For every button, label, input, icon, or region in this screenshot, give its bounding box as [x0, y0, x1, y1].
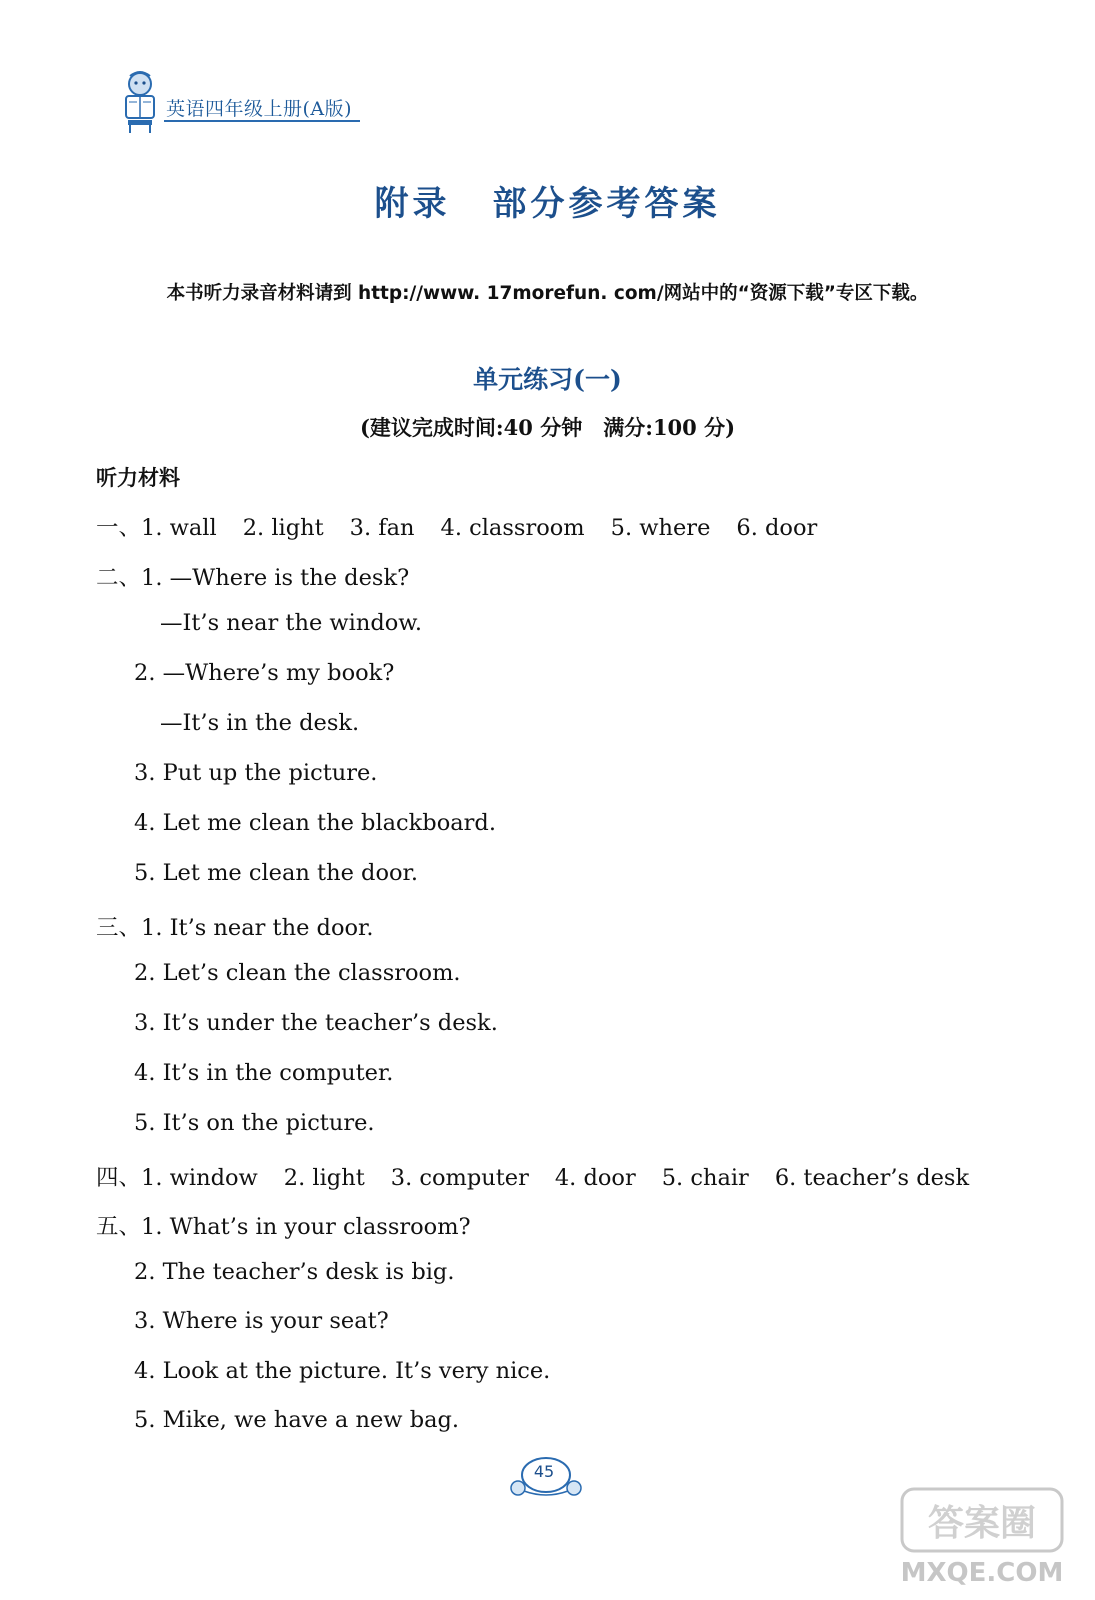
q3-line — [96, 910, 373, 940]
q4-item: 5. chair — [661, 1165, 749, 1191]
q1-line — [96, 510, 843, 540]
q1-item: 1. wall — [141, 515, 217, 541]
watermark-bottom: MXQE.COM — [900, 1558, 1064, 1588]
q2-line: 2. —Where’s my book? — [134, 660, 395, 686]
q2-line: 4. Let me clean the blackboard. — [134, 810, 496, 836]
q4-item: 2. light — [283, 1165, 365, 1191]
mascot-reading-icon — [118, 70, 162, 134]
header-underline — [164, 120, 360, 122]
page-title-right: 部分参考答案 — [492, 184, 721, 224]
q4-marker: 四、 — [96, 1165, 142, 1191]
q1-item: 3. fan — [349, 515, 415, 541]
page-title — [0, 176, 1095, 225]
watermark-logo-icon — [898, 1485, 1068, 1593]
q3-text: 1. It’s near the door. — [141, 915, 374, 941]
q5-text: 1. What’s in your classroom? — [141, 1214, 471, 1240]
q3-line: 3. It’s under the teacher’s desk. — [134, 1010, 498, 1036]
q2-line: 3. Put up the picture. — [134, 760, 378, 786]
page-title-left: 附录 — [374, 184, 451, 224]
q2-text: 1. —Where is the desk? — [141, 565, 410, 591]
book-title: 英语四年级上册(A版) — [166, 98, 353, 120]
q2-line: 5. Let me clean the door. — [134, 860, 418, 886]
q5-line: 3. Where is your seat? — [134, 1308, 389, 1334]
q5-line — [96, 1209, 471, 1239]
q5-line: 2. The teacher’s desk is big. — [134, 1259, 455, 1285]
q5-line: 5. Mike, we have a new bag. — [134, 1407, 460, 1433]
q1-marker: 一、 — [96, 515, 142, 541]
q4-item: 3. computer — [390, 1165, 529, 1191]
q4-item: 1. window — [141, 1165, 258, 1191]
q4-line — [96, 1160, 969, 1190]
q1-item: 5. where — [610, 515, 711, 541]
q1-item: 6. door — [736, 515, 818, 541]
q4-item: 4. door — [554, 1165, 636, 1191]
q2-marker: 二、 — [96, 565, 142, 591]
q2-line — [96, 560, 409, 590]
q1-item: 4. classroom — [440, 515, 585, 541]
q1-item: 2. light — [242, 515, 324, 541]
download-notice: 本书听力录音材料请到 http://www. 17morefun. com/网站中的“资源下载”专区下载。 — [166, 283, 929, 304]
book-header — [118, 70, 418, 140]
q3-marker: 三、 — [96, 915, 142, 941]
q3-line: 4. It’s in the computer. — [134, 1060, 394, 1086]
q5-marker: 五、 — [96, 1214, 142, 1240]
watermark-top: 答案圈 — [927, 1503, 1037, 1544]
q2-line: —It’s in the desk. — [160, 710, 360, 736]
q4-item: 6. teacher’s desk — [774, 1165, 970, 1191]
section-label: 听力材料 — [96, 466, 180, 490]
q5-line: 4. Look at the picture. It’s very nice. — [134, 1358, 551, 1384]
unit-title: 单元练习(一) — [473, 365, 622, 394]
q3-line: 2. Let’s clean the classroom. — [134, 960, 461, 986]
q3-line: 5. It’s on the picture. — [134, 1110, 375, 1136]
unit-subtitle: (建议完成时间:40 分钟 满分:100 分) — [359, 415, 736, 440]
page-number: 45 — [533, 1462, 555, 1481]
q2-line: —It’s near the window. — [160, 610, 423, 636]
